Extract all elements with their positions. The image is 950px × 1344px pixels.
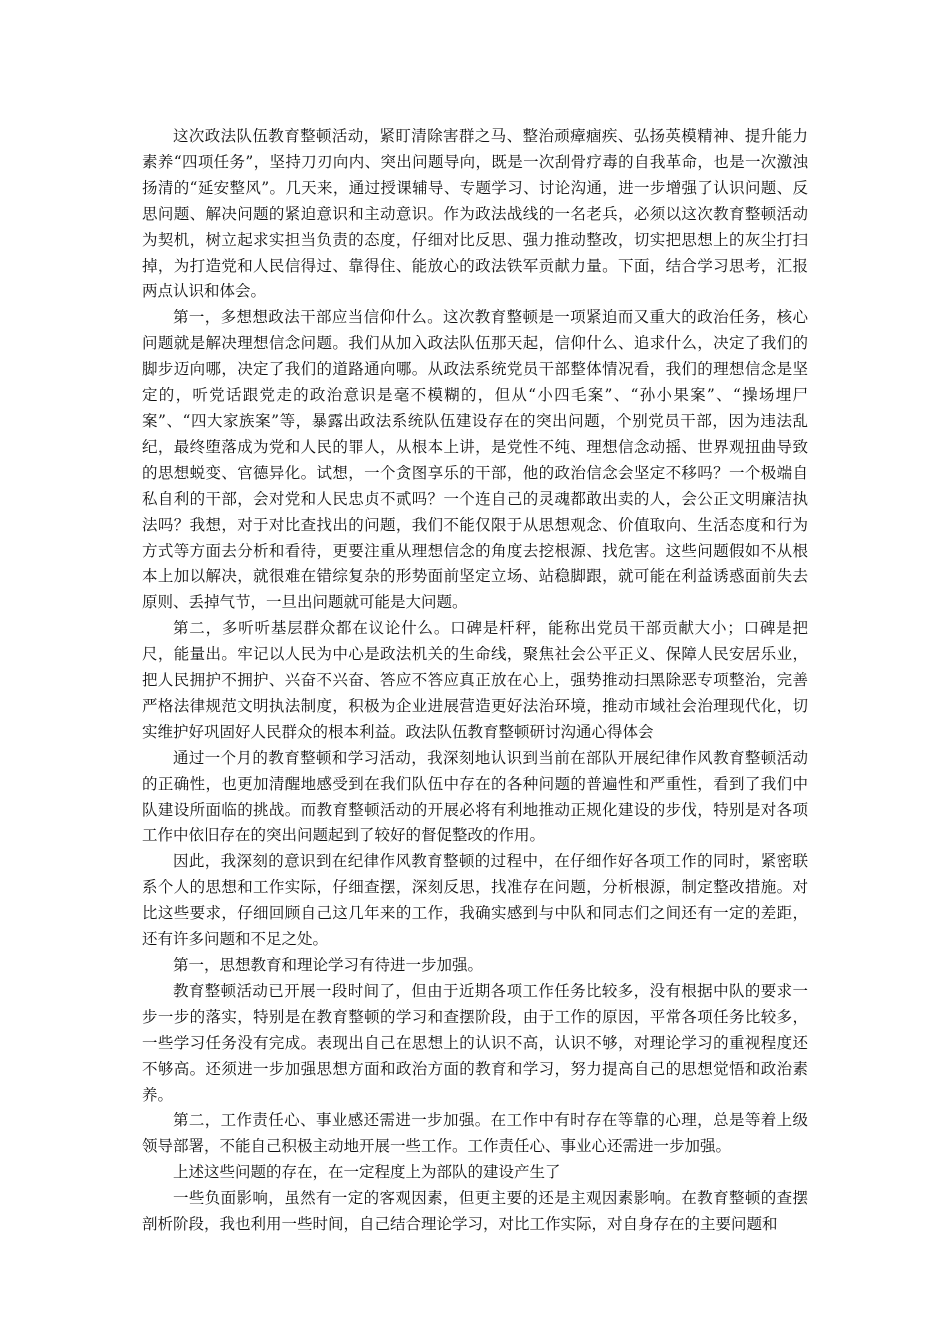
paragraph-negative-impact: 一些负面影响，虽然有一定的客观因素，但更主要的还是主观因素影响。在教育整顿的查摆剖析阶段，我也利用一些时间，自己结合理论学习，对比工作实际，对自身存在的主要问题和 xyxy=(142,1189,808,1234)
document-body xyxy=(142,124,808,1238)
paragraph-point-one-belief: 第一，多想想政法干部应当信仰什么。这次教育整顿是一项紧迫而又重大的政治任务，核心问题就是解决理想信念问题。我们从加入政法队伍那天起，信仰什么、追求什么，决定了我们的脚步迈向哪，决定了我们的道路通向哪。从政法系统党员干部整体情况看，我们的理想信念是坚定的，听党话跟党走的政治意识是毫不模糊的，但从“小四毛案”、“孙小果案”、“操场埋尸案”、“四大家族案”等，暴露出政法系统队伍建设存在的突出问题，个别党员干部，因为违法乱纪，最终堕落成为党和人民的罪人，从根本上讲，是党性不纯、理想信念动摇、世界观扭曲导致的思想蜕变、官德异化。试想，一个贪图享乐的干部，他的政治信念会坚定不移吗？一个极端自私自利的干部，会对党和人民忠贞不贰吗？一个连自己的灵魂都敢出卖的人，会公正文明廉洁执法吗？我想，对于对比查找出的问题，我们不能仅限于从思想观念、价值取向、生活态度和行为方式等方面去分析和看待，更要注重从理想信念的角度去挖根源、找危害。这些问题假如不从根本上加以解决，就很难在错综复杂的形势面前坚定立场、站稳脚跟，就可能在利益诱惑面前失去原则、丢掉气节，一旦出问题就可能是大问题。 xyxy=(142,308,808,612)
paragraph-problems-summary: 上述这些问题的存在，在一定程度上为部队的建设产生了 xyxy=(173,1163,561,1182)
paragraph-second-responsibility: 第二，工作责任心、事业感还需进一步加强。在工作中有时存在等靠的心理，总是等着上级领导部署，不能自己积极主动地开展一些工作。工作责任心、事业心还需进一步加强。 xyxy=(142,1111,808,1156)
paragraph-first-detail: 教育整顿活动已开展一段时间了，但由于近期各项工作任务比较多，没有根据中队的要求一步一步的落实，特别是在教育整顿的学习和查摆阶段，由于工作的原因，平常各项任务比较多，一些学习任务没有完成。表现出自己在思想上的认识不高，认识不够，对理论学习的重视程度还不够高。还须进一步加强思想方面和政治方面的教育和学习，努力提高自己的思想觉悟和政治素养。 xyxy=(142,981,808,1104)
paragraph-point-two-listen: 第二，多听听基层群众都在议论什么。口碑是杆秤，能称出党员干部贡献大小；口碑是把尺，能量出。牢记以人民为中心是政法机关的生命线，聚焦社会公平正义、保障人民安居乐业，把人民拥护不拥护、兴奋不兴奋、答应不答应真正放在心上，强势推动扫黑除恶专项整治，完善严格法律规范文明执法制度，积极为企业进展营造更好法治环境，推动市域社会治理现代化，切实维护好巩固好人民群众的根本利益。政法队伍教育整顿研讨沟通心得体会 xyxy=(142,619,808,741)
paragraph-therefore: 因此，我深刻的意识到在纪律作风教育整顿的过程中，在仔细作好各项工作的同时，紧密联系个人的思想和工作实际，仔细查摆，深刻反思，找准存在问题，分析根源，制定整改措施。对比这些要求，仔细回顾自己这几年来的工作，我确实感到与中队和同志们之间还有一定的差距，还有许多问题和不足之处。 xyxy=(142,852,808,949)
paragraph-month-reflection: 通过一个月的教育整顿和学习活动，我深刻地认识到当前在部队开展纪律作风教育整顿活动的正确性，也更加清醒地感受到在我们队伍中存在的各种问题的普遍性和严重性，看到了我们中队建设所面临的挑战。而教育整顿活动的开展必将有利地推动正规化建设的步伐，特别是对各项工作中依旧存在的突出问题起到了较好的督促整改的作用。 xyxy=(142,748,808,845)
paragraph-first-heading: 第一，思想教育和理论学习有待进一步加强。 xyxy=(173,956,484,974)
paragraph-intro: 这次政法队伍教育整顿活动，紧盯清除害群之马、整治顽瘴痼疾、弘扬英模精神、提升能力素养“四项任务”，坚持刀刃向内、突出问题导向，既是一次刮骨疗毒的自我革命，也是一次激浊扬清的“延安整风”。几天来，通过授课辅导、专题学习、讨论沟通，进一步增强了认识问题、反思问题、解决问题的紧迫意识和主动意识。作为政法战线的一名老兵，必须以这次教育整顿活动为契机，树立起求实担当负责的态度，仔细对比反思、强力推动整改，切实把思想上的灰尘打扫掉，为打造党和人民信得过、靠得住、能放心的政法铁军贡献力量。下面，结合学习思考，汇报两点认识和体会。 xyxy=(142,127,808,301)
